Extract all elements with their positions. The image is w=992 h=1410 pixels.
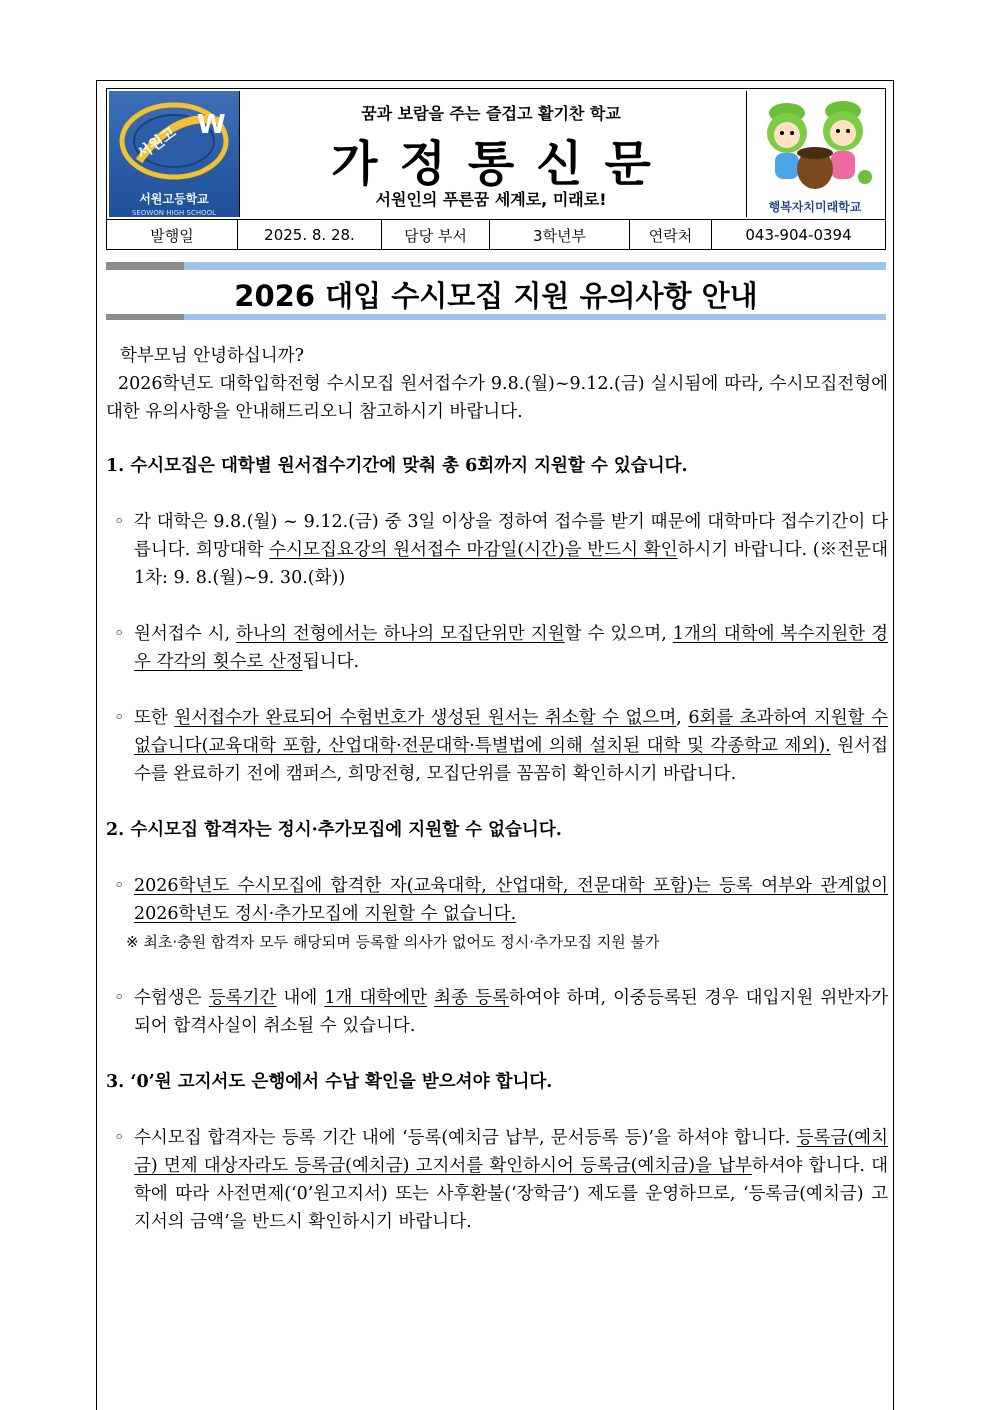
school-logo <box>109 91 240 217</box>
title-area <box>241 91 741 217</box>
section-2-title: 2. 수시모집 합격자는 정시·추가모집에 지원할 수 없습니다. <box>106 820 562 840</box>
school-name-en: SEOWON HIGH SCHOOL <box>131 209 217 217</box>
school-emblem-icon <box>109 91 239 191</box>
section-1-bullet-1: ◦ 각 대학은 9.8.(월) ~ 9.12.(금) 중 3일 이상을 정하여 접수를 받기 때문에 대학마다 접수기간이 다릅니다. 희망대학 수시모집요강의 원서접수 마감일(시간)을 반드시 확인하시기 바랍니다. (※전문대 1차: 9. 8.(월)~9. 30.(화)) <box>106 508 888 592</box>
contact-label: 연락처 <box>630 220 712 250</box>
issue-date-value: 2025. 8. 28. <box>238 220 382 250</box>
section-2-note: ※ 최초·충원 합격자 모두 해당되며 등록할 의사가 없어도 정시·추가모집 지원 불가 <box>126 933 660 951</box>
section-2-bullet-1: ◦ 2026학년도 수시모집에 합격한 자(교육대학, 산업대학, 전문대학 포함)는 등록 여부와 관계없이 2026학년도 정시·추가모집에 지원할 수 없습니다. <box>106 872 888 928</box>
notice-title: 2026 대입 수시모집 지원 유의사항 안내 <box>234 279 758 313</box>
heading-bar-top <box>106 262 886 270</box>
svg-text:W: W <box>197 110 226 140</box>
section-2-bullet-2: ◦ 수험생은 등록기간 내에 1개 대학에만 최종 등록하여야 하며, 이중등록된 경우 대입지원 위반자가 되어 합격사실이 취소될 수 있습니다. <box>106 984 888 1040</box>
dept-value: 3학년부 <box>490 220 630 250</box>
contact-value: 043-904-0394 <box>745 226 852 244</box>
dept-label: 담당 부서 <box>382 220 490 250</box>
mascot-caption: 행복자치미래학교 <box>768 200 862 214</box>
section-1-bullet-3: ◦ 또한 원서접수가 완료되어 수험번호가 생성된 원서는 취소할 수 없으며, 6회를 초과하여 지원할 수 없습니다(교육대학 포함, 산업대학·전문대학·특별법에 의해 설치된 대학 및 각종학교 제외). 원서접수를 완료하기 전에 캠퍼스, 희망전형, 모집단위를 꼼꼼히 확인하시기 바랍니다. <box>106 704 888 788</box>
notice-heading <box>106 262 886 320</box>
school-slogan: 꿈과 보람을 주는 즐겁고 활기찬 학교 <box>361 104 621 123</box>
notice-body <box>106 342 888 1264</box>
section-3-bullet-1: ◦ 수시모집 합격자는 등록 기간 내에 ‘등록(예치금 납부, 문서등록 등)’을 하셔야 합니다. 등록금(예치금) 면제 대상자라도 등록금(예치금) 고지서를 확인하시어 등록금(예치금)을 납부하셔야 합니다. 대학에 따라 사전면제(‘0’원고지서) 또는 사후환불(‘장학금’) 제도를 운영하므로, ‘등록금(예치금) 고지서의 금액’을 반드시 확인하시기 바랍니다. <box>106 1124 888 1236</box>
emblem-text: 서원고 <box>133 123 180 164</box>
newsletter-title: 가정통신문 <box>331 136 673 192</box>
info-row <box>107 219 885 250</box>
mascot-box <box>746 91 883 217</box>
section-3-title: 3. ‘0’원 고지서도 은행에서 수납 확인을 받으셔야 합니다. <box>106 1072 553 1092</box>
mascot-icon <box>747 91 883 197</box>
heading-bar-bottom <box>106 314 886 320</box>
issue-date-label: 발행일 <box>107 220 238 250</box>
newsletter-header <box>106 88 886 250</box>
school-name: 서원고등학교 <box>139 192 209 206</box>
school-motto: 서원인의 푸른꿈 세계로, 미래로! <box>375 190 607 209</box>
greeting: 학부모님 안녕하십니까? <box>120 346 304 366</box>
section-1-title: 1. 수시모집은 대학별 원서접수기간에 맞춰 총 6회까지 지원할 수 있습니다. <box>106 456 688 476</box>
intro-paragraph: 2026학년도 대학입학전형 수시모집 원서접수가 9.8.(월)~9.12.(금) 실시됨에 따라, 수시모집전형에 대한 유의사항을 안내해드리오니 참고하시기 바랍니다. <box>106 374 888 422</box>
section-1-bullet-2: ◦ 원서접수 시, 하나의 전형에서는 하나의 모집단위만 지원할 수 있으며, 1개의 대학에 복수지원한 경우 각각의 횟수로 산정됩니다. <box>106 620 888 676</box>
